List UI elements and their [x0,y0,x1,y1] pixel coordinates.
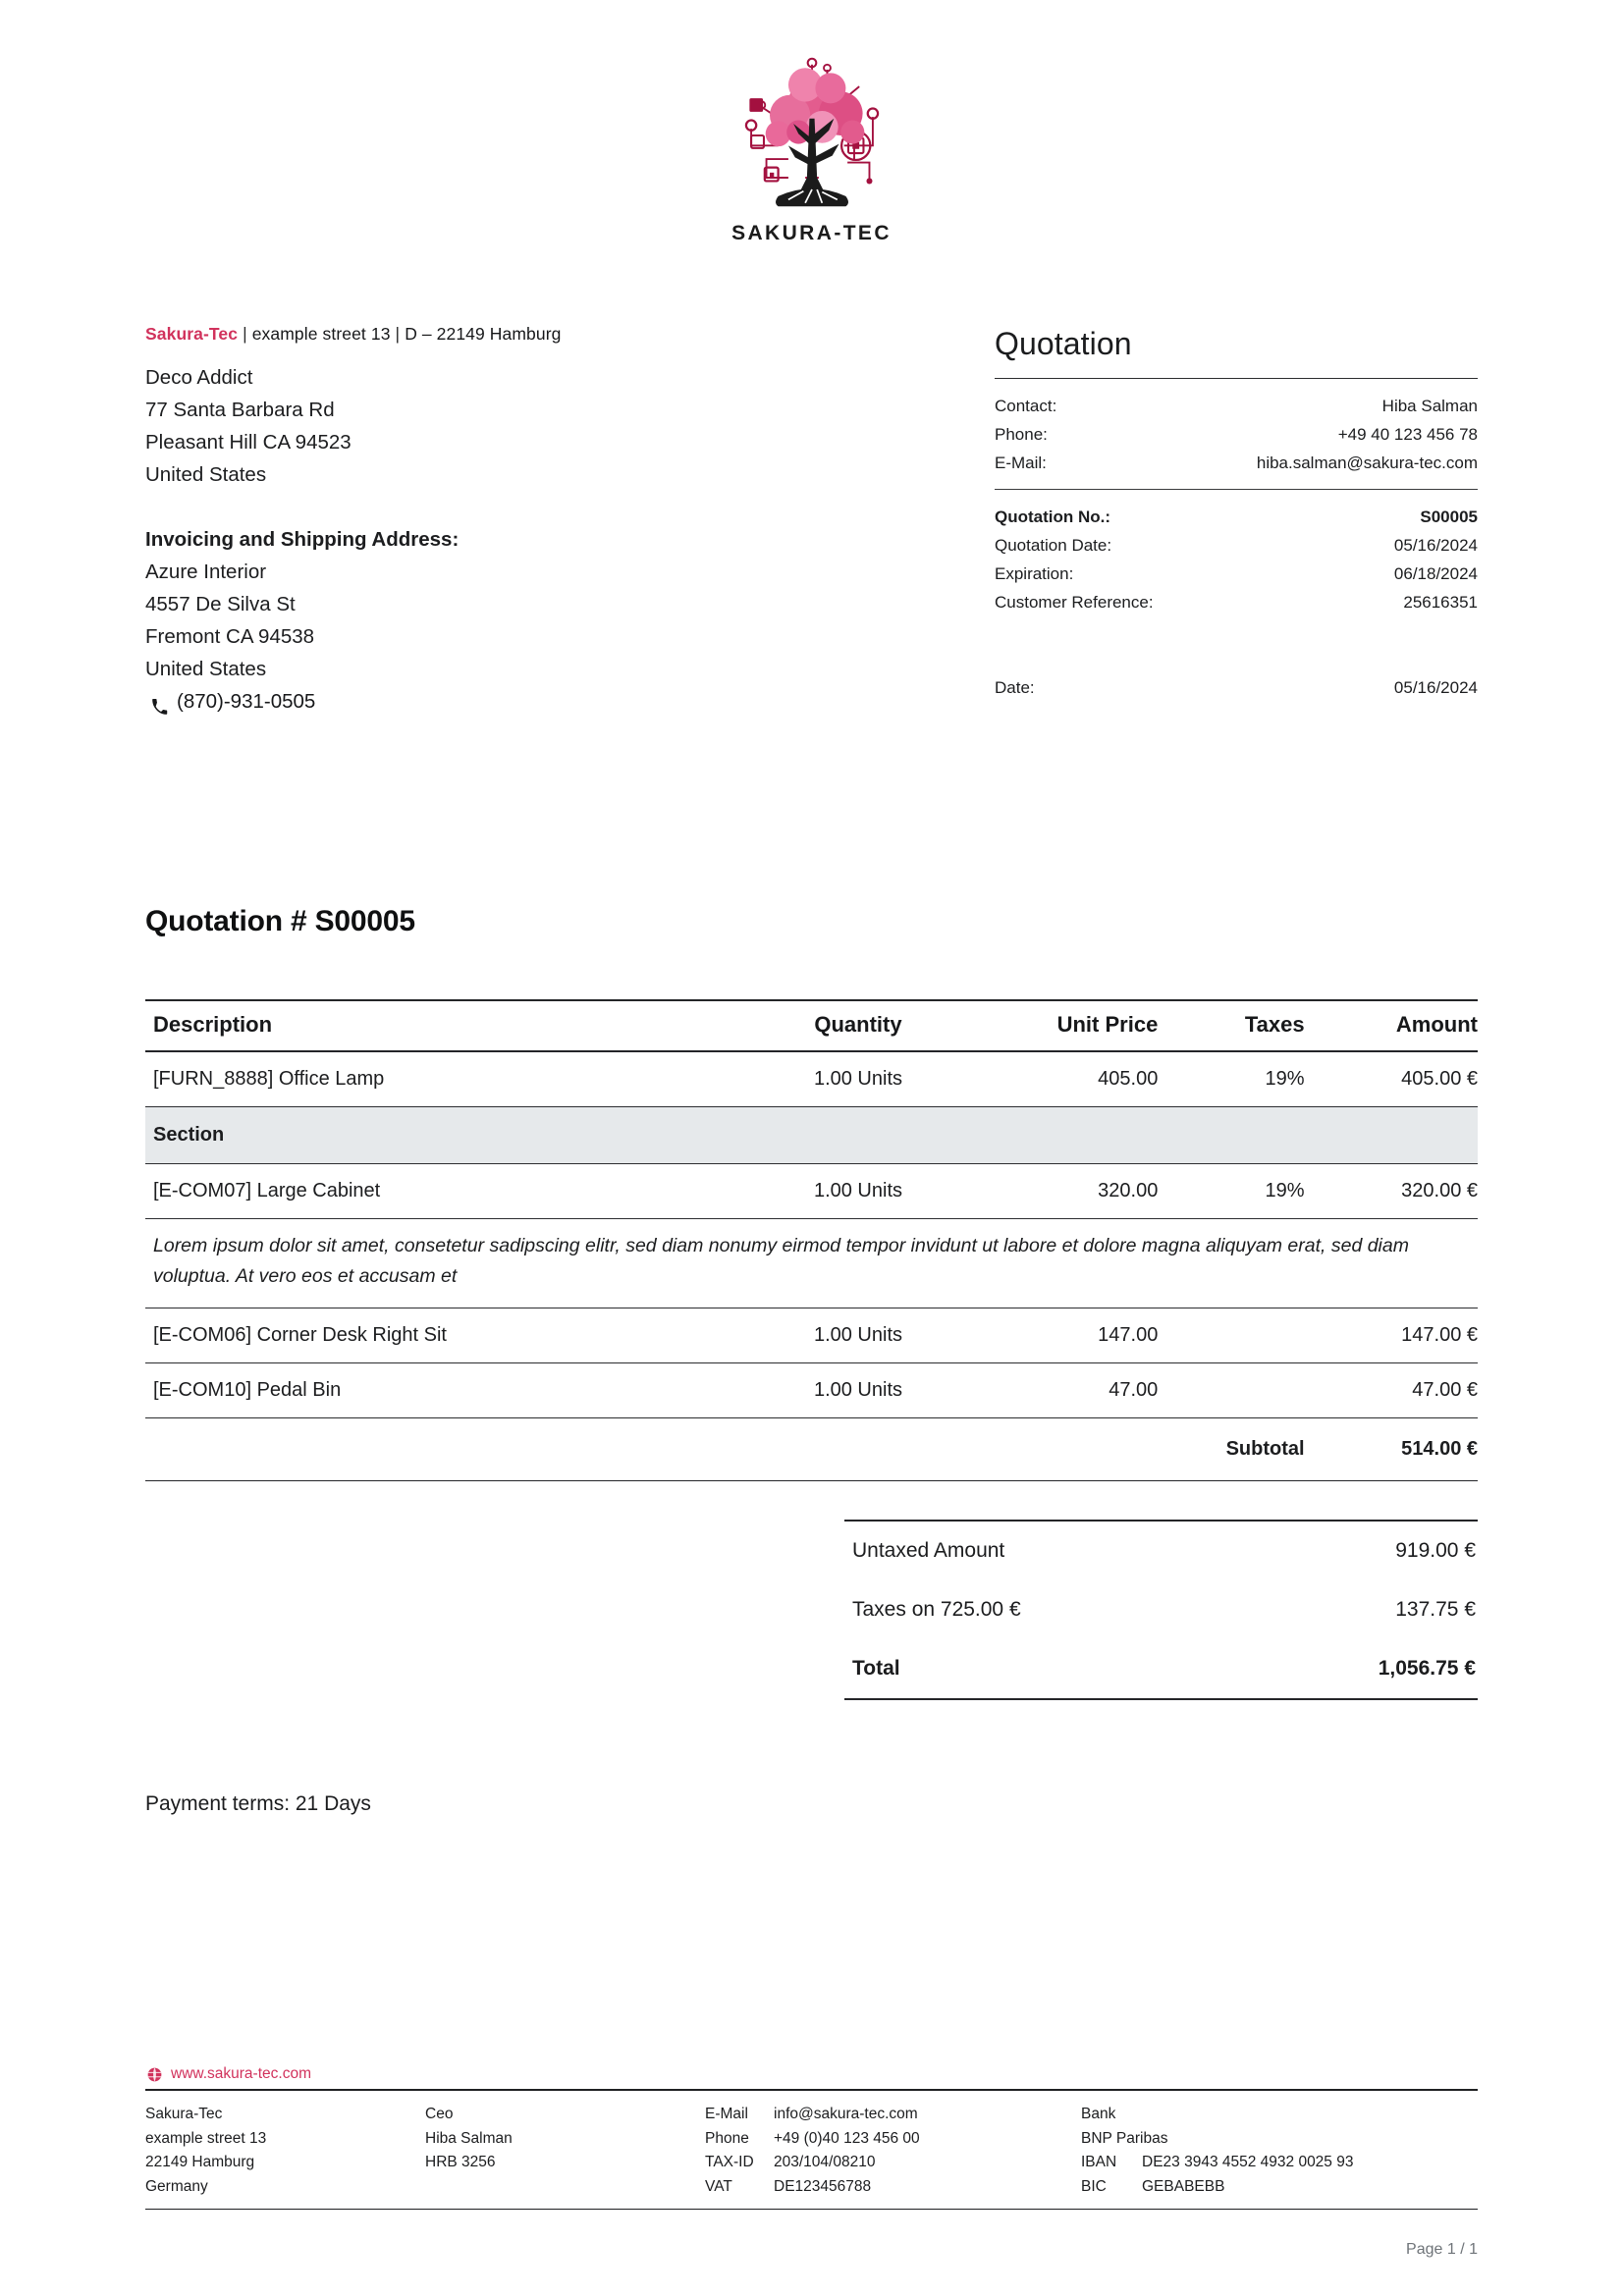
footer-bank-key: IBAN [1081,2154,1117,2170]
date-row [995,673,1478,702]
subtotal-label: Subtotal [145,1418,1305,1481]
row-description: [E-COM10] Pedal Bin [145,1363,758,1418]
footer-bank-key: Bank [1081,2106,1116,2122]
meta-row [995,490,1478,531]
cherry-blossom-circuit-tree-icon [728,51,896,220]
row-amount: 147.00 € [1305,1308,1478,1363]
taxes-value: 137.75 € [1395,1598,1476,1621]
contact-value: Hiba Salman [1381,397,1478,415]
meta-value: 06/18/2024 [1393,564,1478,583]
row-description: [FURN_8888] Office Lamp [145,1051,758,1107]
footer-contact-value: 203/104/08210 [774,2154,876,2170]
row-amount: 405.00 € [1305,1051,1478,1107]
contact-value: +49 40 123 456 78 [1337,425,1478,444]
contact-label: E-Mail: [995,454,1047,472]
meta-label: Expiration: [995,564,1074,583]
footer-bank-value: DE23 3943 4552 4932 0025 93 [1142,2154,1354,2170]
row-amount: 47.00 € [1305,1363,1478,1418]
total-label: Total [844,1639,1238,1699]
table-row [145,1164,1478,1219]
row-unit-price: 147.00 [958,1308,1159,1363]
subtotal-amount: 514.00 € [1305,1418,1478,1481]
column-header-amount: Amount [1305,1000,1478,1051]
footer-contact-value: info@sakura-tec.com [774,2106,918,2122]
table-row [145,1308,1478,1363]
sender-city: D – 22149 Hamburg [405,324,562,344]
sender-separator-1: | [243,324,247,344]
column-header-description: Description [145,1000,758,1051]
row-unit-price: 47.00 [958,1363,1159,1418]
meta-spacer-row [995,616,1478,673]
footer-company-line: example street 13 [145,2129,267,2147]
sender-return-line [145,324,774,345]
table-row [145,1051,1478,1107]
address-spacer [145,491,774,523]
row-unit-price: 320.00 [958,1164,1159,1219]
shipping-address-line: Azure Interior [145,561,267,583]
row-quantity: 1.00 Units [758,1363,958,1418]
meta-value: 25616351 [1403,593,1478,612]
row-quantity: 1.00 Units [758,1051,958,1107]
column-header-quantity: Quantity [758,1000,958,1051]
footer-bank-row [1081,2175,1478,2200]
totals-table [844,1520,1478,1700]
payment-terms: Payment terms: 21 Days [145,1792,371,1815]
footer-bank-column [1081,2103,1478,2199]
total-value: 1,056.75 € [1238,1639,1478,1699]
contact-row [995,420,1478,449]
line-items-table [145,999,1478,1481]
website-url[interactable]: www.sakura-tec.com [171,2065,311,2082]
sender-street: example street 13 [251,324,391,344]
meta-label: Customer Reference: [995,593,1154,612]
address-column [145,324,774,718]
footer-contact-key: E-Mail [705,2106,748,2122]
totals-section [844,1520,1478,1700]
column-header-taxes: Taxes [1158,1000,1304,1051]
footer-divider-bottom [145,2209,1478,2210]
footer-contact-row [705,2151,1081,2175]
section-label: Section [145,1107,1478,1164]
shipping-phone-row [145,685,774,718]
footer-company-line: 22149 Hamburg [145,2154,255,2170]
table-header-row [145,1000,1478,1051]
row-description: [E-COM07] Large Cabinet [145,1164,758,1219]
meta-value: S00005 [1420,507,1478,526]
row-taxes [1158,1308,1304,1363]
customer-address-block [145,361,774,491]
footer-contact-value: DE123456788 [774,2177,872,2195]
logo-wordmark: SAKURA-TEC [731,222,892,244]
page-number: Page 1 / 1 [1406,2241,1478,2258]
date-label: Date: [995,678,1035,697]
contact-row [995,379,1478,420]
customer-address-line: United States [145,463,267,486]
footer-company-line: Germany [145,2177,208,2195]
untaxed-amount-value: 919.00 € [1238,1521,1478,1580]
footer-management-line: Ceo [425,2106,454,2122]
quotation-info-column [995,324,1478,718]
contact-row [995,449,1478,489]
footer-company-column [145,2103,425,2199]
date-value: 05/16/2024 [1393,678,1478,697]
footer-contact-key: Phone [705,2129,749,2147]
footer-contact-key: TAX-ID [705,2154,754,2170]
footer-contact-row [705,2175,1081,2200]
footer-contact-key: VAT [705,2177,732,2195]
footer-columns [145,2091,1478,2209]
totals-row [844,1521,1478,1580]
table-row [145,1363,1478,1418]
meta-label: Quotation No.: [995,507,1111,526]
sender-brand: Sakura-Tec [145,324,239,344]
footer-management-line: Hiba Salman [425,2129,513,2147]
contact-label: Phone: [995,425,1048,444]
phone-icon [151,693,168,710]
header-area [145,324,1478,718]
row-taxes: 19% [1158,1164,1304,1219]
shipping-address-heading: Invoicing and Shipping Address: [145,528,460,551]
row-note: Lorem ipsum dolor sit amet, consetetur sadipscing elitr, sed diam nonumy eirmod tempor invidunt ut labore et dolore magna aliquyam erat, sed diam voluptua. At vero eos et accusam et [145,1219,1478,1308]
footer-bank-value: GEBABEBB [1142,2177,1225,2195]
footer-bank-row [1081,2127,1478,2152]
website-row[interactable] [145,2065,1478,2083]
totals-row [844,1580,1478,1639]
column-header-unit-price: Unit Price [958,1000,1159,1051]
row-description: [E-COM06] Corner Desk Right Sit [145,1308,758,1363]
row-unit-price: 405.00 [958,1051,1159,1107]
footer-bank-name: BNP Paribas [1081,2129,1168,2147]
sender-separator-2: | [395,324,401,344]
footer-bank-row [1081,2103,1478,2127]
table-subtotal-row [145,1418,1478,1481]
footer-contact-column [705,2103,1081,2199]
shipping-address-line: United States [145,658,267,680]
document-title: Quotation [995,326,1132,361]
footer-contact-value: +49 (0)40 123 456 00 [774,2129,920,2147]
footer-bank-key: BIC [1081,2177,1107,2195]
customer-address-line: 77 Santa Barbara Rd [145,399,335,421]
row-quantity: 1.00 Units [758,1164,958,1219]
footer-management-line: HRB 3256 [425,2154,496,2170]
quotation-meta-table [995,490,1478,702]
meta-spacer [995,616,1311,673]
shipping-phone-number: (870)-931-0505 [177,690,316,713]
globe-icon [147,2067,162,2082]
meta-label: Quotation Date: [995,536,1112,555]
row-taxes [1158,1363,1304,1418]
table-note-row [145,1219,1478,1308]
page-title: Quotation # S00005 [145,905,415,937]
shipping-address-line: 4557 De Silva St [145,593,296,615]
line-items-section [145,999,1478,1481]
totals-row [844,1639,1478,1699]
contact-info-table [995,379,1478,489]
footer-contact-row [705,2103,1081,2127]
customer-address-line: Pleasant Hill CA 94523 [145,431,352,454]
footer-management-column [425,2103,705,2199]
table-section-row [145,1107,1478,1164]
row-taxes: 19% [1158,1051,1304,1107]
meta-spacer [1311,616,1478,673]
shipping-address-block [145,523,774,718]
shipping-address-line: Fremont CA 94538 [145,625,315,648]
meta-row [995,531,1478,560]
meta-value: 05/16/2024 [1393,536,1478,555]
row-quantity: 1.00 Units [758,1308,958,1363]
company-logo [0,51,1623,245]
meta-row [995,560,1478,588]
taxes-label: Taxes on 725.00 € [852,1598,1021,1621]
meta-row [995,588,1478,616]
customer-address-line: Deco Addict [145,366,253,389]
contact-label: Contact: [995,397,1057,415]
footer-contact-row [705,2127,1081,2152]
footer-bank-row [1081,2151,1478,2175]
page-footer [145,2065,1478,2210]
row-amount: 320.00 € [1305,1164,1478,1219]
untaxed-amount-label: Untaxed Amount [844,1521,1238,1580]
footer-company-line: Sakura-Tec [145,2106,223,2122]
contact-value: hiba.salman@sakura-tec.com [1256,454,1478,472]
